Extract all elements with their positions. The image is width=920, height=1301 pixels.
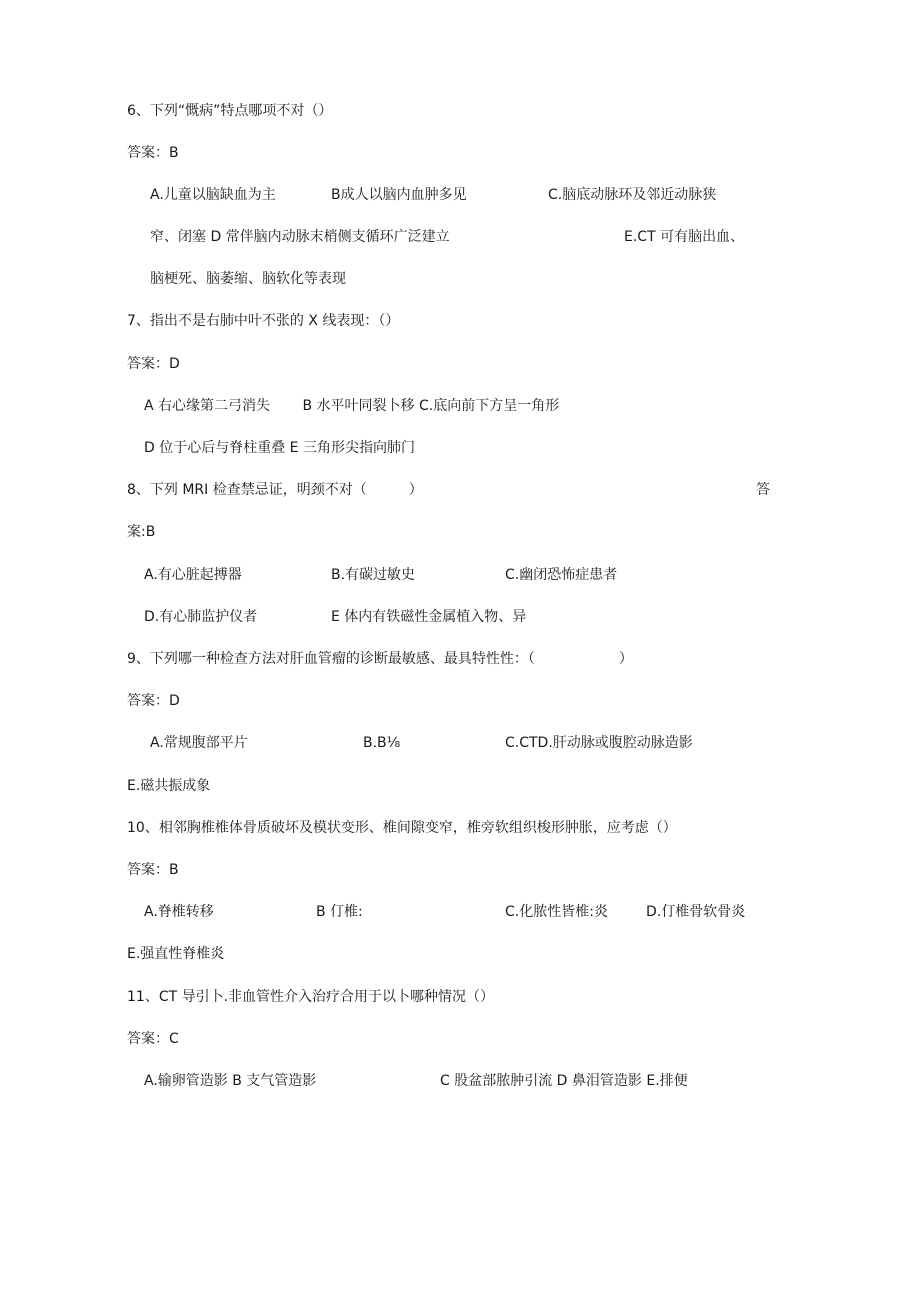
question-10-option-e: E.强直性脊椎炎 (127, 946, 225, 962)
question-10-stem: 10、相邻胸椎椎体骨质破坏及模状变形、椎间隙变窄，椎旁软组织梭形肿胀，应考虑（） (127, 820, 677, 836)
question-9-option-c-d: C.CTD.肝动脉或腹腔动脉造影 (505, 735, 693, 751)
question-6-option-c-d: 窄、闭塞 D 常伴脑内动脉末梢侧支循环广泛建立 (150, 229, 450, 245)
question-6-option-a: A.儿童以脑缺血为主 (150, 187, 276, 203)
question-10-option-a: A.脊椎转移 (144, 904, 214, 920)
question-7-options-abc: A 右心缘第二弓消失 B 水平叶同裂卜移 C.底向前下方呈一角形 (144, 398, 560, 414)
question-8-option-e: E 体内有铁磁性金属植入物、异 (331, 609, 527, 625)
question-10-answer: 答案：B (127, 862, 179, 878)
question-7-stem: 7、指出不是右肺中叶不张的 X 线表现：（） (127, 313, 400, 329)
question-9-answer: 答案：D (127, 693, 180, 709)
question-8-stem: 8、下列 MRI 检查禁忌证，明颈不对（ ） (127, 482, 423, 498)
question-11-stem: 11、CT 导引卜.非血管性介入治疗合用于以卜哪种情况（） (127, 989, 495, 1005)
question-8-answer-head: 答 (756, 482, 770, 498)
question-8-answer: 案:B (127, 524, 156, 540)
question-6-option-c: C.脑底动脉环及邻近动脉狭 (548, 187, 717, 203)
question-10-option-d: D.仃椎骨软骨炎 (646, 904, 746, 920)
question-9-option-b: B.B⅛ (363, 735, 401, 751)
question-10-option-c: C.化脓性皆椎:炎 (505, 904, 608, 920)
question-6-stem: 6、下列“慨病”特点哪项不对（） (127, 103, 333, 119)
question-11-options-ab: A.输卵管造影 B 支气管造影 (144, 1073, 317, 1089)
question-6-option-b: B成人以脑内血肿多见 (331, 187, 467, 203)
question-8-option-d: D.有心肺监护仪者 (144, 609, 258, 625)
question-9-option-e: E.磁共振成象 (127, 778, 211, 794)
question-8-option-a: A.有心脏起搏器 (144, 567, 242, 583)
question-11-answer: 答案：C (127, 1031, 179, 1047)
question-8-option-c: C.幽闭恐怖症患者 (505, 567, 618, 583)
question-6-option-e: E.CT 可有脑出血、 (624, 229, 745, 245)
question-7-answer: 答案：D (127, 356, 180, 372)
question-9-stem: 9、下列哪一种检查方法对肝血管瘤的诊断最敏感、最具特性性：（ ） (127, 651, 633, 667)
question-6-answer: 答案：B (127, 145, 179, 161)
question-6-option-e-cont: 脑梗死、脑萎缩、脑软化等表现 (150, 271, 346, 287)
question-8-option-b: B.有碳过敏史 (331, 567, 416, 583)
question-10-option-b: B 仃椎: (316, 904, 363, 920)
question-11-options-cde: C 股盆部脓肿引流 D 鼻泪管造影 E.排便 (440, 1073, 688, 1089)
question-9-option-a: A.常规腹部平片 (150, 735, 248, 751)
question-7-options-de: D 位于心后与脊柱重叠 E 三角形尖指向肺门 (144, 440, 415, 456)
